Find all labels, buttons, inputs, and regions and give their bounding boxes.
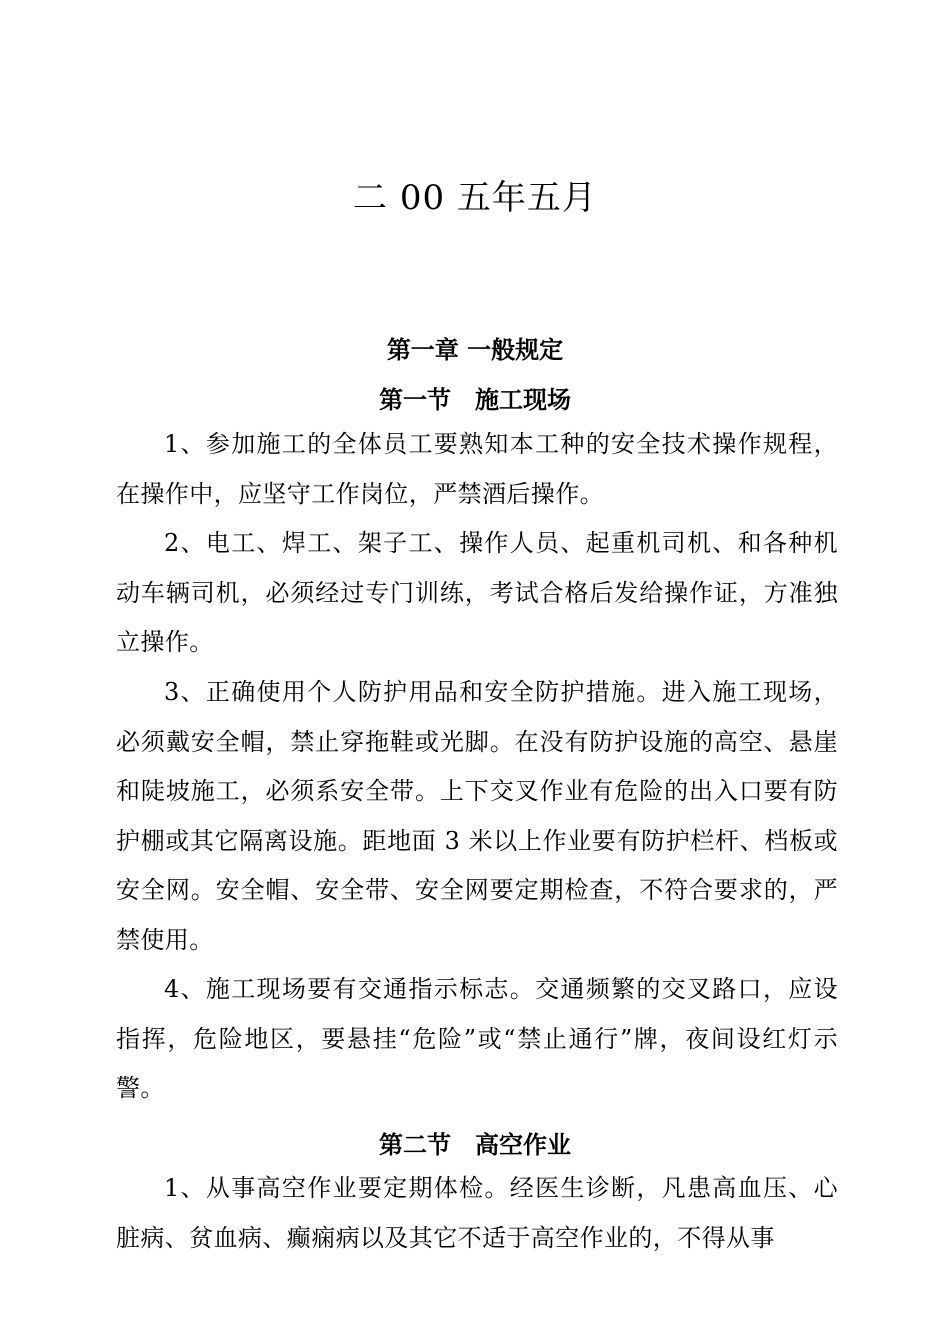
paragraph-2-1: 1、从事高空作业要定期体检。经医生诊断，凡患高血压、心脏病、贫血病、癫痫病以及其它不适于高空作业的，不得从事 xyxy=(116,1174,838,1252)
paragraph-1-4: 4、施工现场要有交通指示标志。交通频繁的交叉路口，应设指挥，危险地区，要悬挂“危险”或“禁止通行”牌，夜间设红灯示警。 xyxy=(116,975,838,1102)
paragraph-1-2: 2、电工、焊工、架子工、操作人员、起重机司机、和各种机动车辆司机，必须经过专门训练，考试合格后发给操作证，方准独立操作。 xyxy=(116,529,838,656)
document-date: 二 00 五年五月 xyxy=(353,178,597,218)
section-title-1: 第一节 施工现场 xyxy=(379,386,571,414)
paragraph-1-1: 1、参加施工的全体员工要熟知本工种的安全技术操作规程，在操作中，应坚守工作岗位，严禁酒后操作。 xyxy=(116,430,838,508)
chapter-title: 第一章 一般规定 xyxy=(386,336,564,364)
paragraph-1-3: 3、正确使用个人防护用品和安全防护措施。进入施工现场，必须戴安全帽，禁止穿拖鞋或光脚。在没有防护设施的高空、悬崖和陡坡施工，必须系安全带。上下交叉作业有危险的出入口要有防护棚或其它隔离设施。距地面 3 米以上作业要有防护栏杆、档板或安全网。安全帽、安全带、安全网要定期检查，不符合要求的，严禁使用。 xyxy=(116,678,838,954)
section-title-2: 第二节 高空作业 xyxy=(379,1131,571,1159)
